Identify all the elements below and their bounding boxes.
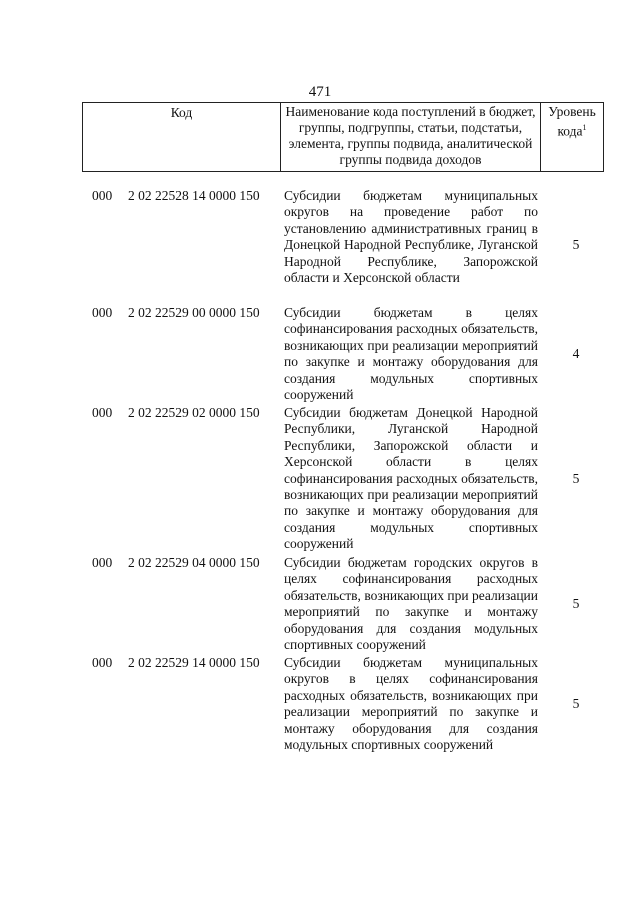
header-name: Наименование кода поступлений в бюджет, группы, подгруппы, статьи, подстатьи, элемента, группы подвида, аналитической группы подвида доходов xyxy=(281,103,541,171)
row-name: Субсидии бюджетам муниципальных округов в целях софинансирования расходных обязательств, возникающих при реализации мероприятий по закупке и монтажу оборудования для создания модульных спортивных сооружений xyxy=(284,655,538,753)
row-admin-code: 000 xyxy=(92,305,113,320)
header-level xyxy=(541,103,603,171)
row-level: 5 xyxy=(572,471,580,486)
row-admin-code: 000 xyxy=(92,555,113,570)
page-number: 471 xyxy=(308,84,332,100)
row-level: 5 xyxy=(572,696,580,711)
row-budget-code: 2 02 22529 02 0000 150 xyxy=(128,405,260,420)
header-level-footnote: 1 xyxy=(582,123,587,132)
header-level-label: Уровень кода xyxy=(548,104,596,139)
row-admin-code: 000 xyxy=(92,188,113,203)
row-level: 4 xyxy=(572,346,580,361)
row-level: 5 xyxy=(572,237,580,252)
row-name: Субсидии бюджетам в целях софинансирования расходных обязательств, возникающих при реализации мероприятий по закупке и монтажу оборудования для создания модульных спортивных сооружений xyxy=(284,305,538,403)
row-name: Субсидии бюджетам муниципальных округов на проведение работ по установлению административных границ в Донецкой Народной Республике, Луганской Народной Республике, Запорожской области и Херсонской области xyxy=(284,188,538,286)
row-level: 5 xyxy=(572,596,580,611)
row-name: Субсидии бюджетам Донецкой Народной Республики, Луганской Народной Республики, Запорожской области и Херсонской области в целях софинансирования расходных обязательств, возникающих при реализации мероприятий по закупке и монтажу оборудования для создания модульных спортивных сооружений xyxy=(284,405,538,552)
table-header xyxy=(82,102,604,172)
row-budget-code: 2 02 22529 14 0000 150 xyxy=(128,655,260,670)
row-budget-code: 2 02 22529 04 0000 150 xyxy=(128,555,260,570)
row-admin-code: 000 xyxy=(92,655,113,670)
header-code: Код xyxy=(83,103,281,171)
row-admin-code: 000 xyxy=(92,405,113,420)
row-budget-code: 2 02 22528 14 0000 150 xyxy=(128,188,260,203)
row-budget-code: 2 02 22529 00 0000 150 xyxy=(128,305,260,320)
row-name: Субсидии бюджетам городских округов в целях софинансирования расходных обязательств, возникающих при реализации мероприятий по закупке и монтажу оборудования для создания модульных спортивных сооружений xyxy=(284,555,538,653)
